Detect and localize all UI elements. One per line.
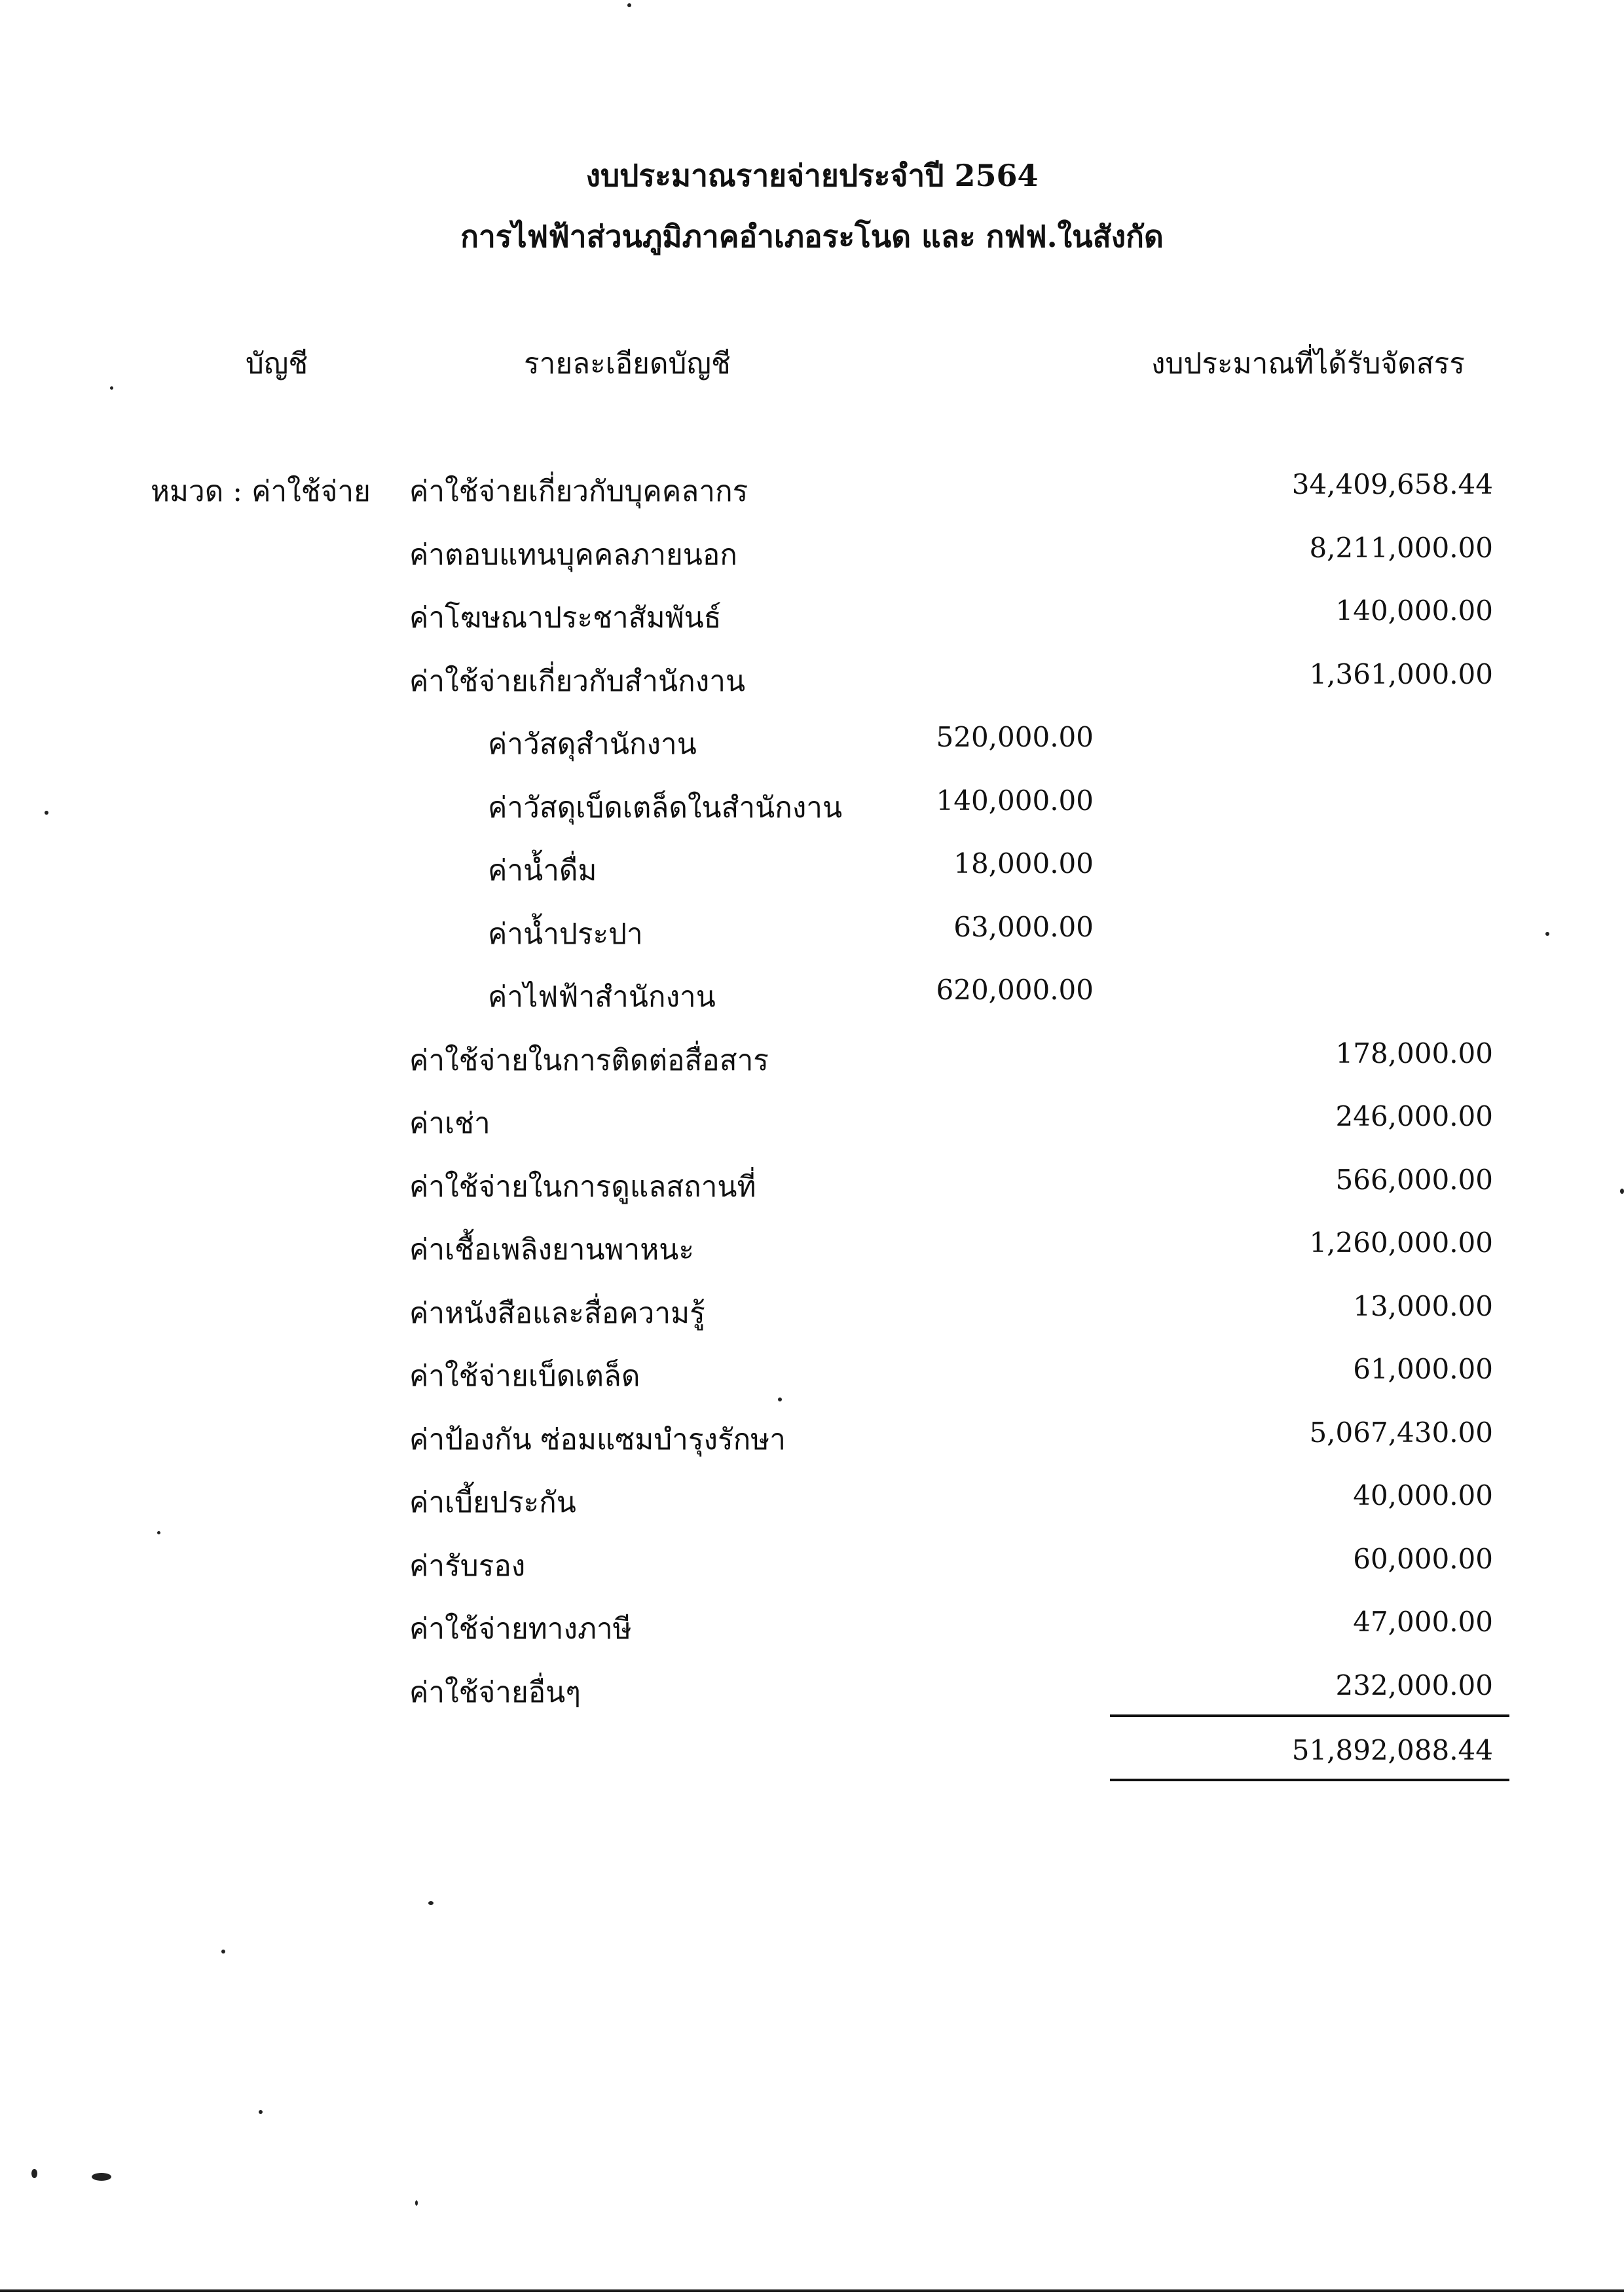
account-detail: ค่าน้ำประปา [488,917,643,951]
account-detail: ค่าใช้จ่ายเกี่ยวกับสำนักงาน [409,665,746,698]
sub-amount: 620,000.00 [936,974,1094,1006]
table-row [0,1227,1624,1272]
account-detail: ค่าใช้จ่ายเกี่ยวกับบุคคลากร [409,475,748,508]
sub-amount: 63,000.00 [953,911,1094,943]
budget-amount: 47,000.00 [1353,1606,1493,1638]
sub-amount: 140,000.00 [936,785,1094,817]
account-detail: ค่าวัสดุสำนักงาน [488,728,697,761]
budget-amount: 60,000.00 [1353,1543,1493,1575]
scan-speck [45,811,48,815]
grand-total: 51,892,088.44 [1291,1734,1493,1766]
scan-speck [1545,932,1549,936]
account-detail: ค่าใช้จ่ายทางภาษี [409,1612,632,1646]
column-header-account: บัญชี [246,347,308,380]
page-subtitle: การไฟฟ้าส่วนภูมิภาคอำเภอระโนด และ กฟฟ.ในสังกัด [460,219,1164,254]
scan-speck [415,2200,418,2206]
budget-amount: 1,260,000.00 [1309,1227,1493,1259]
scan-speck [157,1531,160,1534]
budget-amount: 140,000.00 [1335,595,1493,627]
sub-amount: 520,000.00 [936,721,1094,753]
account-detail: ค่าใช้จ่ายเบ็ดเตล็ด [409,1360,640,1393]
account-detail: ค่าใช้จ่ายในการดูแลสถานที่ [409,1170,756,1204]
budget-amount: 1,361,000.00 [1309,658,1493,690]
page-edge-line [0,2289,1624,2292]
account-detail: ค่าใช้จ่ายในการติดต่อสื่อสาร [409,1044,769,1077]
scan-speck [778,1398,782,1401]
account-detail: ค่าตอบแทนบุคคลภายนอก [409,538,737,572]
budget-amount: 34,409,658.44 [1291,468,1493,500]
account-detail: ค่าวัสดุเบ็ดเตล็ดในสำนักงาน [488,791,843,824]
table-row [0,1479,1624,1525]
total-bottom-rule [1110,1779,1509,1781]
scan-speck [221,1950,225,1953]
budget-amount: 246,000.00 [1335,1100,1493,1132]
table-row [0,1353,1624,1399]
scan-speck [110,386,113,390]
scan-speck [259,2110,263,2114]
table-row [0,1164,1624,1210]
table-row [0,468,1624,514]
account-detail: ค่าน้ำดื่ม [488,854,597,887]
column-header-budget: งบประมาณที่ได้รับจัดสรร [1151,347,1465,380]
table-row [0,1100,1624,1146]
account-detail: ค่าเชื้อเพลิงยานพาหนะ [409,1233,694,1267]
table-row [0,658,1624,704]
table-row [0,1543,1624,1589]
account-detail: ค่าโฆษณาประชาสัมพันธ์ [409,601,722,635]
account-detail: ค่าเบี้ยประกัน [409,1486,576,1519]
budget-amount: 8,211,000.00 [1309,532,1493,564]
table-row [0,1290,1624,1336]
budget-amount: 178,000.00 [1335,1037,1493,1069]
table-subrow [0,974,1624,1020]
budget-amount: 232,000.00 [1335,1669,1493,1701]
sub-amount: 18,000.00 [953,847,1094,880]
scan-speck [428,1901,434,1905]
page-title: งบประมาณรายจ่ายประจำปี 2564 [585,158,1039,193]
scan-speck [31,2169,37,2178]
budget-amount: 5,067,430.00 [1309,1416,1493,1449]
table-row [0,532,1624,578]
budget-amount: 566,000.00 [1335,1164,1493,1196]
scan-speck [1620,1189,1624,1194]
table-row [0,1606,1624,1652]
table-row [0,595,1624,640]
budget-amount: 13,000.00 [1353,1290,1493,1322]
account-detail: ค่าไฟฟ้าสำนักงาน [488,980,716,1014]
table-subrow [0,847,1624,893]
column-header-detail: รายละเอียดบัญชี [524,347,731,380]
budget-amount: 40,000.00 [1353,1479,1493,1511]
total-top-rule [1110,1714,1509,1717]
table-subrow [0,785,1624,830]
table-row [0,1037,1624,1083]
account-detail: ค่าใช้จ่ายอื่นๆ [409,1676,581,1709]
account-detail: ค่าเช่า [409,1107,490,1140]
table-row [0,1669,1624,1715]
account-detail: ค่ารับรอง [409,1549,526,1583]
scan-speck [627,3,631,7]
account-detail: ค่าป้องกัน ซ่อมแซมบำรุงรักษา [409,1423,786,1456]
table-subrow [0,721,1624,767]
table-row [0,1416,1624,1462]
budget-amount: 61,000.00 [1353,1353,1493,1385]
scan-speck [92,2173,111,2181]
table-subrow [0,911,1624,957]
account-detail: ค่าหนังสือและสื่อความรู้ [409,1297,705,1330]
category-label: หมวด : ค่าใช้จ่าย [151,475,371,508]
